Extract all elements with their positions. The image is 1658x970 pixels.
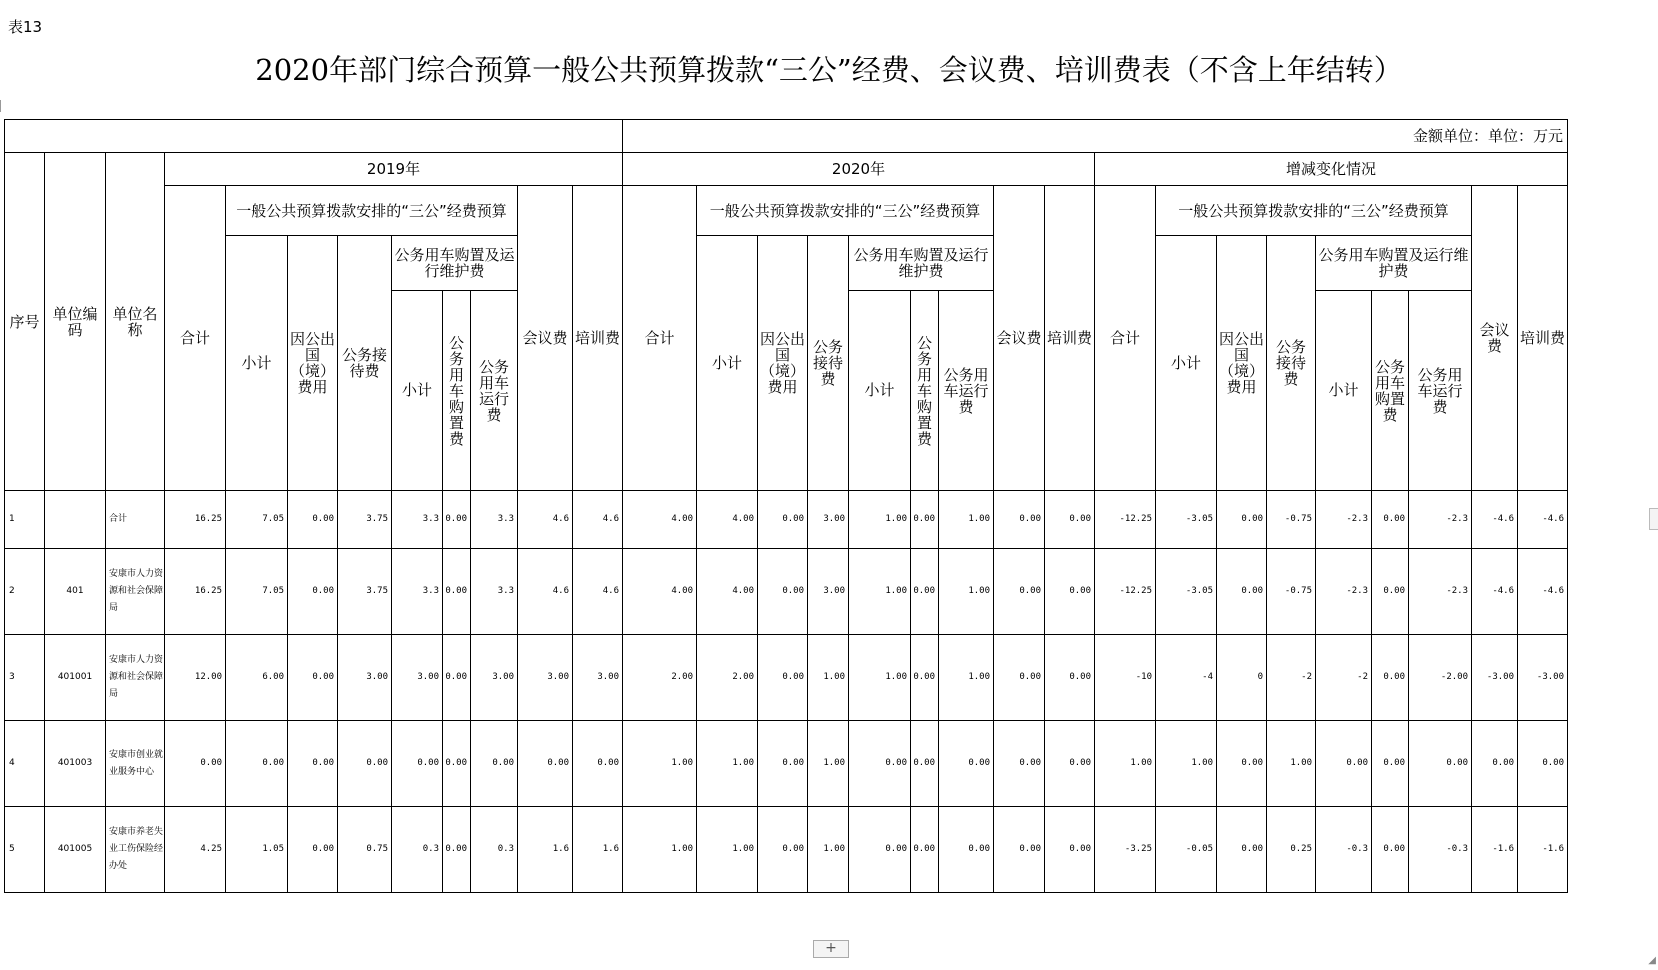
header-group-change: 增减变化情况 <box>1095 153 1568 186</box>
row-value-y2020: 0.00 <box>758 549 808 635</box>
row-value-change: 1.00 <box>1267 721 1316 807</box>
row-value-change: 0.00 <box>1409 721 1472 807</box>
row-value-y2020: 0.00 <box>1045 549 1095 635</box>
row-value-y2019: 16.25 <box>165 491 226 549</box>
row-value-y2020: 2.00 <box>623 635 697 721</box>
row-value-y2020: 0.00 <box>994 549 1045 635</box>
row-value-change: -2.3 <box>1316 549 1372 635</box>
table-row <box>5 807 1568 893</box>
table-row <box>5 491 1568 549</box>
row-value-y2020: 1.00 <box>849 549 911 635</box>
row-value-change: -0.05 <box>1156 807 1217 893</box>
header-sangong: 一般公共预算拨款安排的“三公”经费预算 <box>226 186 518 236</box>
header-sangong: 一般公共预算拨款安排的“三公”经费预算 <box>697 186 994 236</box>
row-value-y2020: 0.00 <box>1045 491 1095 549</box>
header-subtotal: 小计 <box>226 236 288 491</box>
row-value-change: 0.00 <box>1217 549 1267 635</box>
add-row-button[interactable]: + <box>813 940 849 958</box>
row-value-y2019: 4.6 <box>518 549 573 635</box>
row-value-y2019: 7.05 <box>226 491 288 549</box>
row-value-y2019: 12.00 <box>165 635 226 721</box>
row-value-change: -0.75 <box>1267 549 1316 635</box>
row-value-y2020: 0.00 <box>758 721 808 807</box>
header-vehicle-subtotal: 小计 <box>392 291 443 491</box>
row-value-change: -3.00 <box>1518 635 1568 721</box>
row-value-y2020: 1.00 <box>849 491 911 549</box>
row-value-change: -2.00 <box>1409 635 1472 721</box>
row-value-y2020: 1.00 <box>939 549 994 635</box>
row-value-y2020: 0.00 <box>994 807 1045 893</box>
header-vehicle-purchase: 公务用车购置费 <box>1372 291 1409 491</box>
header-vehicle-operation: 公务用车运行费 <box>471 291 518 491</box>
row-value-y2020: 0.00 <box>911 721 939 807</box>
row-value-change: 0.00 <box>1372 721 1409 807</box>
row-value-y2019: 3.00 <box>392 635 443 721</box>
row-value-y2020: 0.00 <box>849 721 911 807</box>
row-value-change: 0 <box>1217 635 1267 721</box>
header-vehicle-subtotal: 小计 <box>849 291 911 491</box>
row-value-y2019: 0.00 <box>443 549 471 635</box>
row-unit-name: 安康市养老失业工伤保险经办处 <box>106 807 165 893</box>
table-row <box>5 635 1568 721</box>
row-value-y2020: 0.00 <box>994 635 1045 721</box>
header-subtotal: 小计 <box>1156 236 1217 491</box>
header-seq: 序号 <box>5 153 45 491</box>
row-value-change: -3.00 <box>1472 635 1518 721</box>
header-total: 合计 <box>165 186 226 491</box>
table-row <box>5 721 1568 807</box>
page-title: 2020年部门综合预算一般公共预算拨款“三公”经费、会议费、培训费表（不含上年结转） <box>255 53 1403 87</box>
row-value-y2019: 3.3 <box>392 549 443 635</box>
row-value-change: -0.3 <box>1409 807 1472 893</box>
header-unit-code: 单位编码 <box>45 153 106 491</box>
row-value-change: -0.75 <box>1267 491 1316 549</box>
row-value-y2019: 0.00 <box>338 721 392 807</box>
row-value-y2019: 1.6 <box>573 807 623 893</box>
row-value-y2019: 4.6 <box>573 549 623 635</box>
row-value-y2019: 4.6 <box>518 491 573 549</box>
row-value-y2020: 0.00 <box>758 635 808 721</box>
row-value-y2019: 3.3 <box>471 549 518 635</box>
row-value-y2020: 1.00 <box>939 491 994 549</box>
row-value-y2019: 0.00 <box>443 807 471 893</box>
row-value-y2020: 1.00 <box>849 635 911 721</box>
row-unit-code: 401 <box>45 549 106 635</box>
header-vehicle: 公务用车购置及运行维护费 <box>849 236 994 291</box>
row-value-change: -2 <box>1267 635 1316 721</box>
row-value-y2019: 0.00 <box>288 807 338 893</box>
row-value-y2019: 3.75 <box>338 549 392 635</box>
row-unit-name: 安康市人力资源和社会保障局 <box>106 635 165 721</box>
row-value-change: 1.00 <box>1156 721 1217 807</box>
row-value-change: -2 <box>1316 635 1372 721</box>
row-value-change: -12.25 <box>1095 491 1156 549</box>
row-value-change: -4.6 <box>1472 549 1518 635</box>
row-value-y2019: 0.00 <box>288 721 338 807</box>
header-unit-name: 单位名称 <box>106 153 165 491</box>
row-value-y2019: 1.05 <box>226 807 288 893</box>
row-value-y2020: 2.00 <box>697 635 758 721</box>
header-abroad: 因公出国（境）费用 <box>288 236 338 491</box>
header-training: 培训费 <box>1045 186 1095 491</box>
row-value-change: -3.05 <box>1156 491 1217 549</box>
row-value-y2020: 0.00 <box>939 721 994 807</box>
row-value-change: 0.00 <box>1217 807 1267 893</box>
row-value-change: 0.00 <box>1518 721 1568 807</box>
row-seq: 1 <box>5 491 45 549</box>
row-value-y2020: 0.00 <box>911 635 939 721</box>
row-unit-name: 安康市人力资源和社会保障局 <box>106 549 165 635</box>
header-meeting: 会议费 <box>994 186 1045 491</box>
header-sangong: 一般公共预算拨款安排的“三公”经费预算 <box>1156 186 1472 236</box>
row-value-change: -3.05 <box>1156 549 1217 635</box>
row-value-change: -4.6 <box>1472 491 1518 549</box>
header-vehicle: 公务用车购置及运行维护费 <box>1316 236 1472 291</box>
row-value-change: 0.00 <box>1372 635 1409 721</box>
row-value-y2020: 0.00 <box>1045 807 1095 893</box>
row-value-y2019: 16.25 <box>165 549 226 635</box>
row-value-y2019: 6.00 <box>226 635 288 721</box>
row-value-y2020: 1.00 <box>808 721 849 807</box>
header-group-2019: 2019年 <box>165 153 623 186</box>
row-value-y2020: 0.00 <box>1045 635 1095 721</box>
row-value-y2019: 0.3 <box>392 807 443 893</box>
row-value-change: -4.6 <box>1518 549 1568 635</box>
row-value-y2019: 3.00 <box>518 635 573 721</box>
row-value-y2020: 3.00 <box>808 549 849 635</box>
row-value-change: -10 <box>1095 635 1156 721</box>
header-group-2020: 2020年 <box>623 153 1095 186</box>
header-meeting: 会议费 <box>1472 186 1518 491</box>
row-value-y2019: 3.00 <box>471 635 518 721</box>
row-seq: 2 <box>5 549 45 635</box>
row-value-y2019: 0.00 <box>518 721 573 807</box>
row-value-y2019: 0.00 <box>392 721 443 807</box>
row-value-y2020: 1.00 <box>939 635 994 721</box>
row-value-y2019: 0.00 <box>288 549 338 635</box>
row-value-y2019: 4.6 <box>573 491 623 549</box>
unit-label: 金额单位：单位：万元 <box>623 120 1568 153</box>
header-reception: 公务接待费 <box>1267 236 1316 491</box>
header-vehicle-subtotal: 小计 <box>1316 291 1372 491</box>
row-value-change: 0.00 <box>1217 491 1267 549</box>
table-row <box>5 549 1568 635</box>
header-reception: 公务接待费 <box>338 236 392 491</box>
row-value-change: -4.6 <box>1518 491 1568 549</box>
row-value-y2020: 0.00 <box>849 807 911 893</box>
header-subtotal: 小计 <box>697 236 758 491</box>
row-seq: 4 <box>5 721 45 807</box>
row-value-y2019: 3.3 <box>471 491 518 549</box>
row-value-y2020: 1.00 <box>808 807 849 893</box>
row-value-change: 0.25 <box>1267 807 1316 893</box>
row-value-change: 1.00 <box>1095 721 1156 807</box>
row-value-y2019: 0.00 <box>288 491 338 549</box>
header-training: 培训费 <box>1518 186 1568 491</box>
row-value-change: 0.00 <box>1472 721 1518 807</box>
table-label: 表13 <box>8 18 43 36</box>
row-value-y2020: 0.00 <box>911 491 939 549</box>
row-unit-name: 安康市创业就业服务中心 <box>106 721 165 807</box>
resize-corner-icon[interactable]: ◢ <box>1648 955 1656 966</box>
header-total: 合计 <box>1095 186 1156 491</box>
budget-table <box>4 119 1568 893</box>
row-value-y2020: 3.00 <box>808 491 849 549</box>
row-unit-code <box>45 491 106 549</box>
row-value-y2019: 0.00 <box>443 491 471 549</box>
row-value-change: -2.3 <box>1409 491 1472 549</box>
row-value-change: -2.3 <box>1316 491 1372 549</box>
row-value-y2020: 1.00 <box>808 635 849 721</box>
row-value-y2020: 4.00 <box>623 491 697 549</box>
header-vehicle-purchase: 公务用车购置费 <box>443 291 471 491</box>
row-value-y2020: 4.00 <box>697 491 758 549</box>
row-value-y2019: 3.75 <box>338 491 392 549</box>
header-reception: 公务接待费 <box>808 236 849 491</box>
row-value-y2019: 0.3 <box>471 807 518 893</box>
row-value-y2020: 4.00 <box>623 549 697 635</box>
row-value-change: 0.00 <box>1217 721 1267 807</box>
row-value-change: -1.6 <box>1518 807 1568 893</box>
row-value-y2019: 3.00 <box>338 635 392 721</box>
row-value-y2019: 0.00 <box>573 721 623 807</box>
row-value-y2019: 0.00 <box>443 721 471 807</box>
row-value-y2020: 0.00 <box>994 721 1045 807</box>
left-edge-marker <box>0 100 4 112</box>
row-value-y2019: 1.6 <box>518 807 573 893</box>
row-value-y2020: 0.00 <box>1045 721 1095 807</box>
row-value-y2019: 0.00 <box>471 721 518 807</box>
row-value-y2020: 0.00 <box>994 491 1045 549</box>
row-value-change: -0.3 <box>1316 807 1372 893</box>
row-value-y2019: 0.00 <box>165 721 226 807</box>
row-value-y2020: 0.00 <box>758 807 808 893</box>
row-seq: 5 <box>5 807 45 893</box>
row-value-y2020: 0.00 <box>758 491 808 549</box>
header-vehicle-operation: 公务用车运行费 <box>939 291 994 491</box>
row-value-y2019: 0.00 <box>443 635 471 721</box>
row-value-change: 0.00 <box>1372 491 1409 549</box>
right-edge-handle[interactable] <box>1649 508 1658 530</box>
header-vehicle-operation: 公务用车运行费 <box>1409 291 1472 491</box>
header-meeting: 会议费 <box>518 186 573 491</box>
row-value-change: -2.3 <box>1409 549 1472 635</box>
row-value-change: -4 <box>1156 635 1217 721</box>
row-value-change: 0.00 <box>1316 721 1372 807</box>
header-abroad: 因公出国（境）费用 <box>758 236 808 491</box>
row-unit-code: 401005 <box>45 807 106 893</box>
row-value-change: -12.25 <box>1095 549 1156 635</box>
header-vehicle-purchase: 公务用车购置费 <box>911 291 939 491</box>
row-value-y2020: 1.00 <box>623 721 697 807</box>
row-value-y2020: 1.00 <box>623 807 697 893</box>
row-value-y2019: 7.05 <box>226 549 288 635</box>
header-abroad: 因公出国（境）费用 <box>1217 236 1267 491</box>
row-value-change: -3.25 <box>1095 807 1156 893</box>
unit-row-blank-cell <box>5 120 623 153</box>
row-value-change: 0.00 <box>1372 549 1409 635</box>
row-value-y2019: 0.75 <box>338 807 392 893</box>
row-value-y2020: 1.00 <box>697 807 758 893</box>
row-unit-code: 401003 <box>45 721 106 807</box>
row-value-y2020: 0.00 <box>939 807 994 893</box>
row-value-change: -1.6 <box>1472 807 1518 893</box>
header-training: 培训费 <box>573 186 623 491</box>
row-value-y2019: 3.3 <box>392 491 443 549</box>
row-value-y2020: 4.00 <box>697 549 758 635</box>
row-unit-name: 合计 <box>106 491 165 549</box>
header-vehicle: 公务用车购置及运行维护费 <box>392 236 518 291</box>
row-value-y2019: 0.00 <box>226 721 288 807</box>
row-value-change: 0.00 <box>1372 807 1409 893</box>
row-value-y2020: 1.00 <box>697 721 758 807</box>
row-value-y2019: 0.00 <box>288 635 338 721</box>
row-value-y2020: 0.00 <box>911 549 939 635</box>
header-total: 合计 <box>623 186 697 491</box>
row-seq: 3 <box>5 635 45 721</box>
row-value-y2019: 3.00 <box>573 635 623 721</box>
row-value-y2020: 0.00 <box>911 807 939 893</box>
row-unit-code: 401001 <box>45 635 106 721</box>
row-value-y2019: 4.25 <box>165 807 226 893</box>
